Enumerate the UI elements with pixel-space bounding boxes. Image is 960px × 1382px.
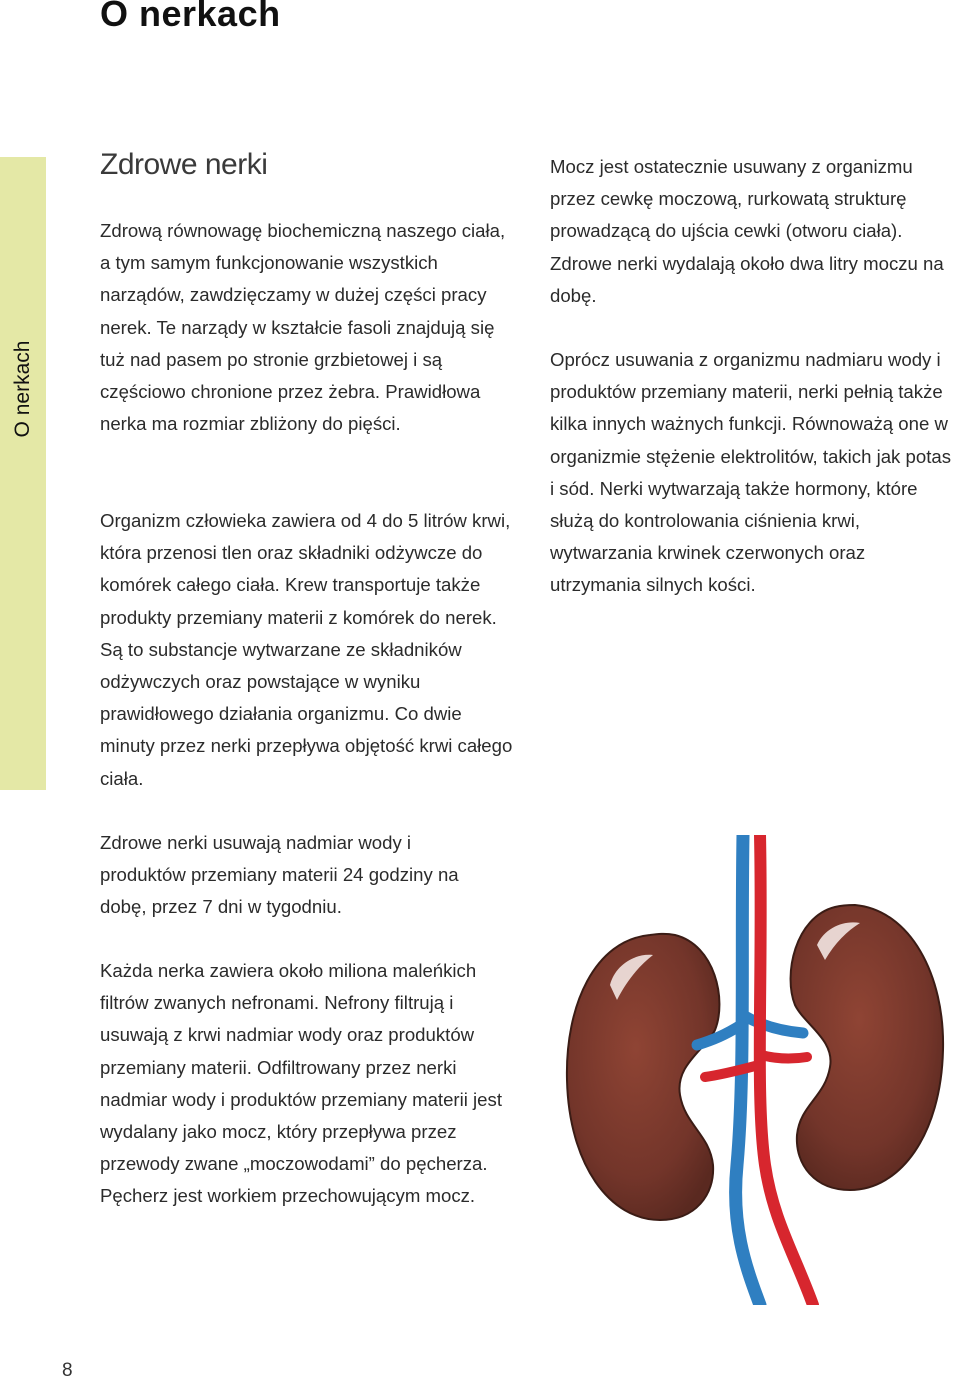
left-paragraph-3: Zdrowe nerki usuwają nadmiar wody i produktów przemiany materii 24 godziny na dobę, przez 7 dni w tygodniu. bbox=[100, 832, 459, 918]
left-paragraph-2: Organizm człowieka zawiera od 4 do 5 litrów krwi, która przenosi tlen oraz składniki odżywcze do komórek całego ciała. Krew transportuje także produkty przemiany materii z komórek do nerek. Są to substancje wytwarzane ze składników odżywczych oraz powstające w wyniku prawidłowego działania organizmu. Co dwie minuty przez nerki przepływa objętość krwi całego ciała. bbox=[100, 510, 513, 789]
artery bbox=[760, 835, 813, 1305]
kidney-illustration bbox=[555, 835, 955, 1305]
page-number: 8 bbox=[62, 1360, 73, 1381]
right-paragraph-1: Mocz jest ostatecznie usuwany z organizmu przez cewkę moczową, rurkowatą strukturę prowadzącą do ujścia cewki (otworu ciała). Zdrowe nerki wydalają około dwa litry moczu na dobę. bbox=[550, 156, 944, 306]
right-paragraph-2: Oprócz usuwania z organizmu nadmiaru wody i produktów przemiany materii, nerki pełnią także kilka innych ważnych funkcji. Równoważą one w organizmie stężenie elektrolitów, takich jak potas i sód. Nerki wytwarzają także hormony, które służą do kontrolowania ciśnienia krwi, wytwarzania krwinek czerwonych oraz utrzymania silnych kości. bbox=[550, 349, 951, 596]
left-kidney bbox=[567, 934, 720, 1220]
right-kidney bbox=[791, 905, 944, 1190]
left-paragraph-1: Zdrową równowagę biochemiczną naszego ciała, a tym samym funkcjonowanie wszystkich narządów, zawdzięczamy w dużej części pracy nerek. Te narządy w kształcie fasoli znajdują się tuż nad pasem po stronie grzbietowej i są częściowo chronione przez żebra. Prawidłowa nerka ma rozmiar zbliżony do pięści. bbox=[100, 220, 506, 435]
side-tab-label: O nerkach bbox=[11, 340, 34, 438]
section-heading: Zdrowe nerki bbox=[100, 148, 268, 181]
side-tab bbox=[0, 157, 46, 790]
left-paragraph-4: Każda nerka zawiera około miliona maleńkich filtrów zwanych nefronami. Nefrony filtrują i usuwają z krwi nadmiar wody oraz produktów przemiany materii. Odfiltrowany przez nerki nadmiar wody i produktów przemiany materii jest wydalany jako mocz, który przepływa przez przewody zwane „moczowodami” do pęcherza. Pęcherz jest workiem przechowującym mocz. bbox=[100, 960, 502, 1207]
page-title: O nerkach bbox=[100, 0, 281, 34]
